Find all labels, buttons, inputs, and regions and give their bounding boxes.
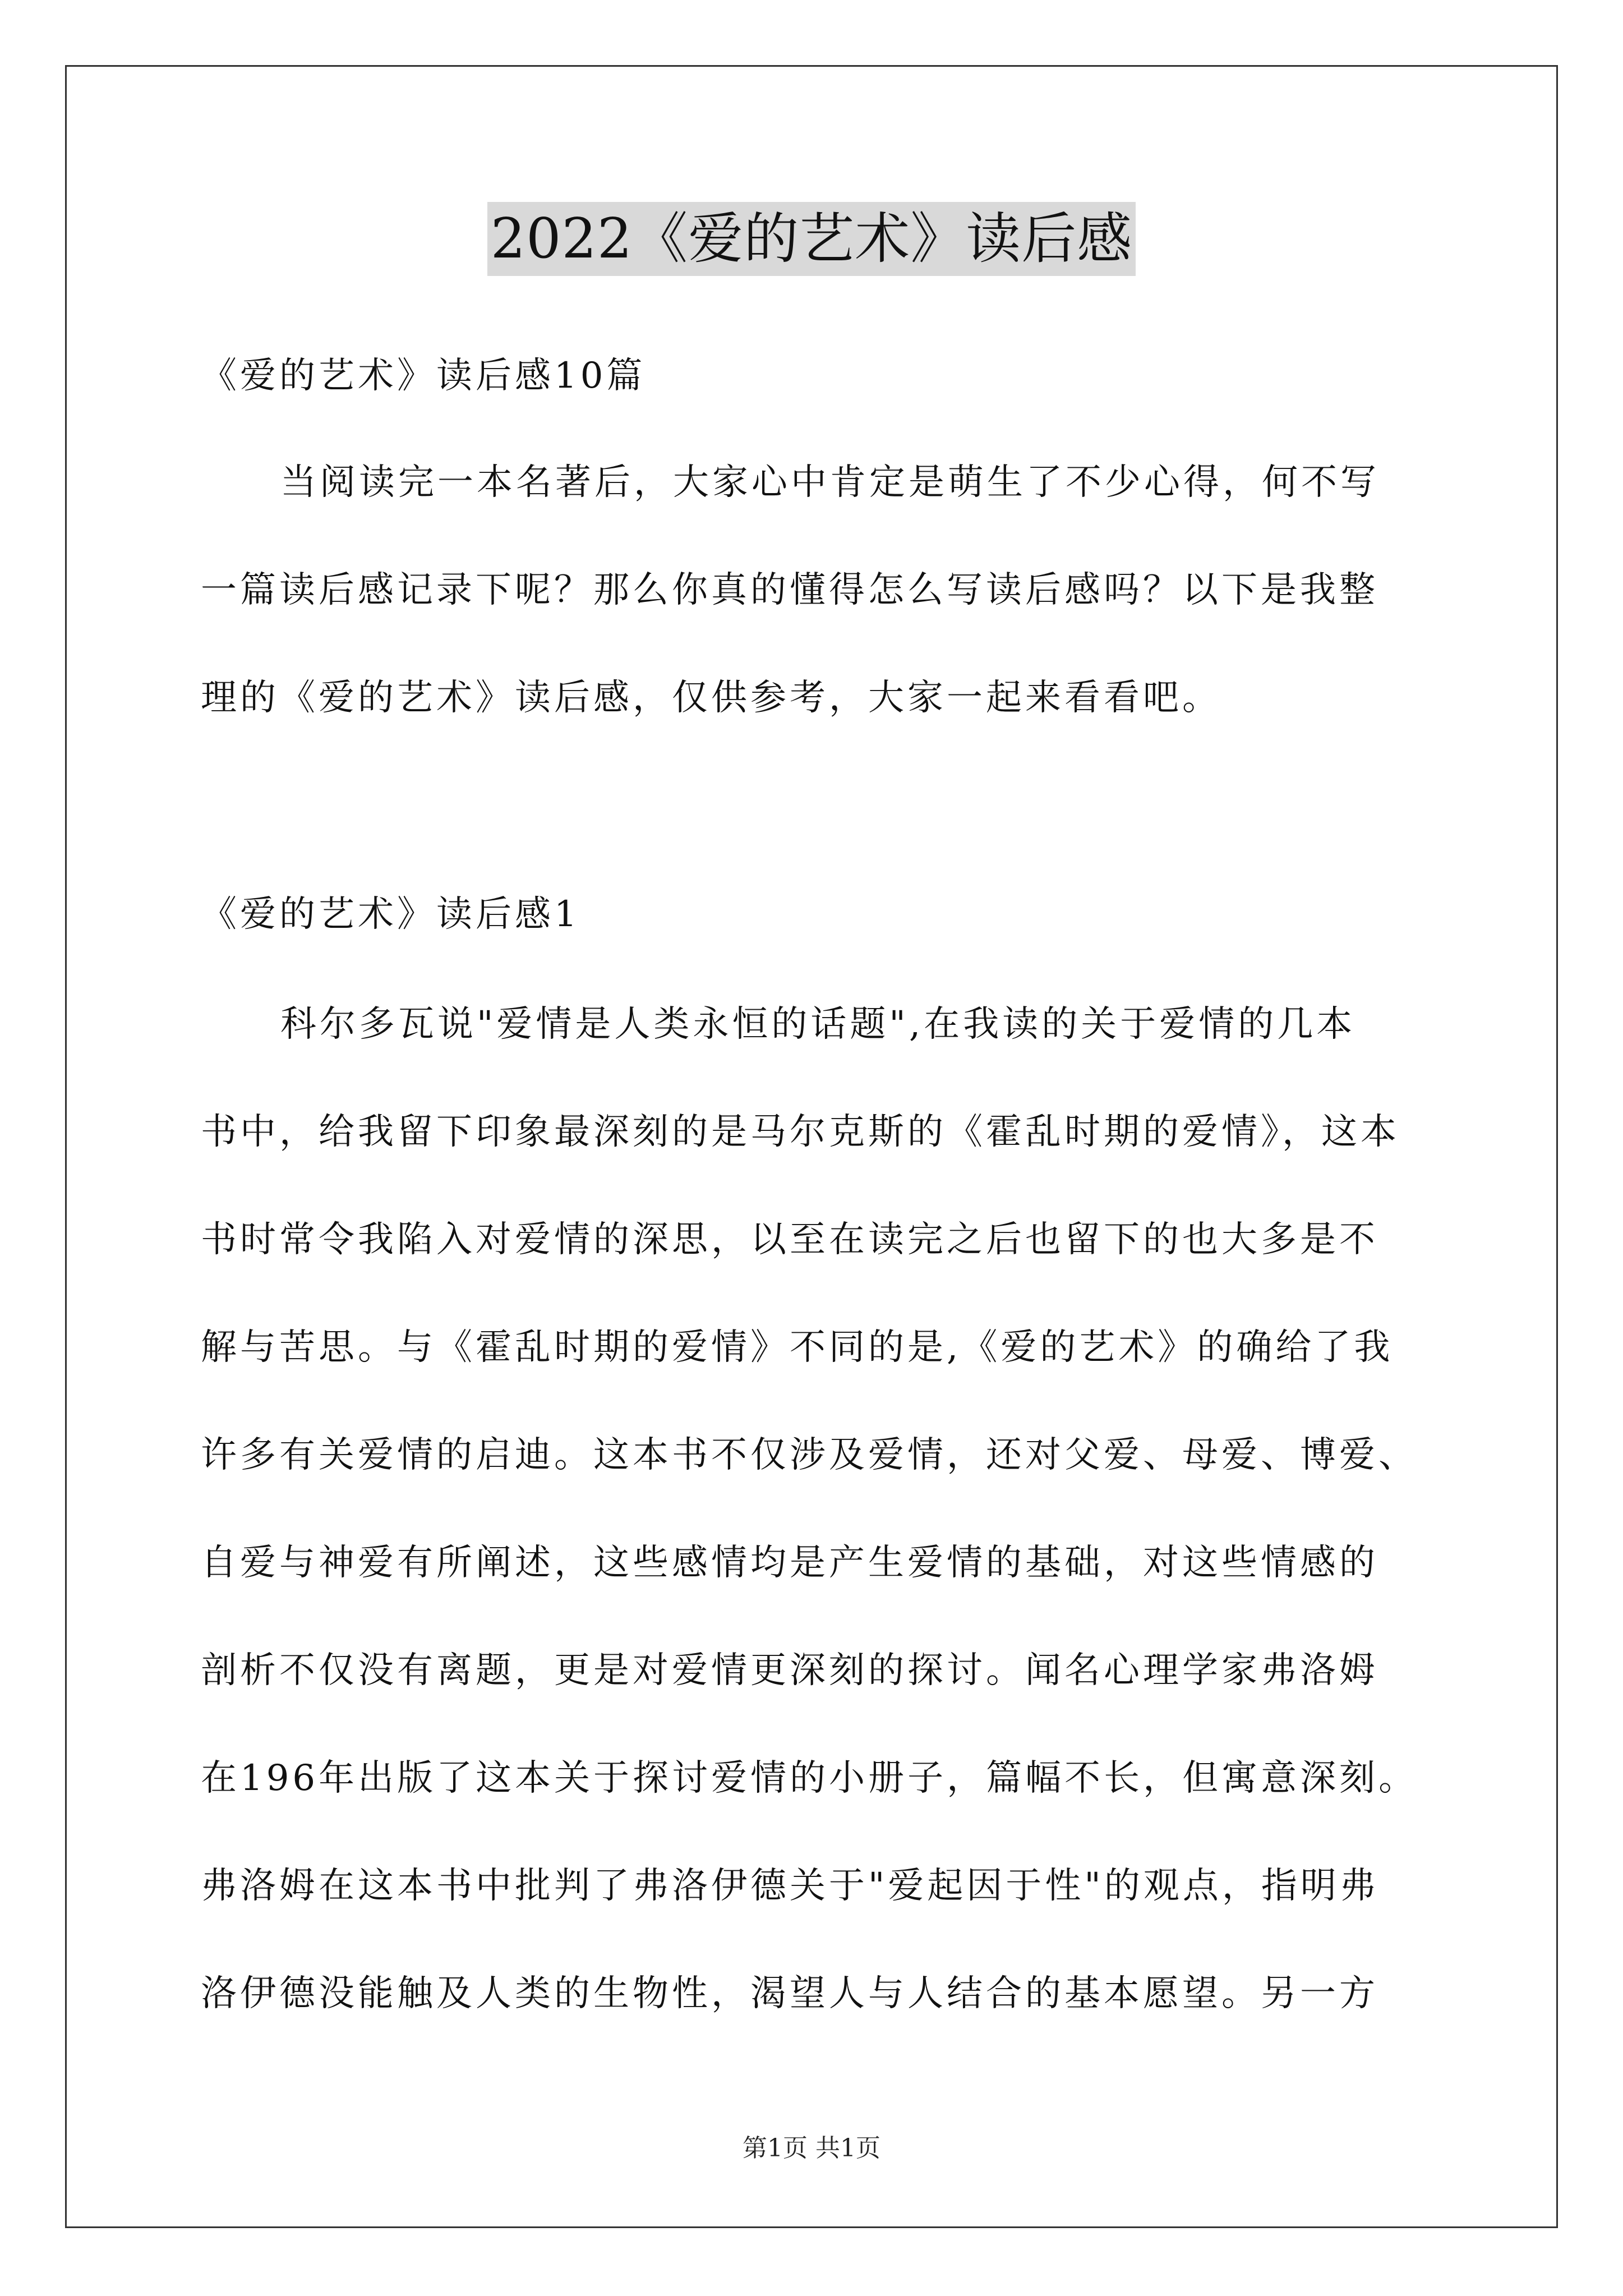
section-line-2: 书中，给我留下印象最深刻的是马尔克斯的《霍乱时期的爱情》，这本 [201,1111,1400,1153]
section-line-9: 弗洛姆在这本书中批判了弗洛伊德关于"爱起因于性"的观点，指明弗 [201,1865,1379,1907]
section-line-4: 解与苦思。与《霍乱时期的爱情》不同的是,《爱的艺术》的确给了我 [201,1327,1394,1368]
document-title: 2022《爱的艺术》读后感 [487,202,1136,276]
section-line-8: 在196年出版了这本关于探讨爱情的小册子，篇幅不长，但寓意深刻。 [201,1757,1418,1799]
document-subtitle: 《爱的艺术》读后感10篇 [201,355,646,397]
section-line-3: 书时常令我陷入对爱情的深思，以至在读完之后也留下的也大多是不 [201,1219,1378,1260]
intro-line-3: 理的《爱的艺术》读后感，仅供参考，大家一起来看看吧。 [201,677,1221,719]
section-line-6: 自爱与神爱有所阐述，这些感情均是产生爱情的基础，对这些情感的 [201,1542,1378,1584]
section-heading: 《爱的艺术》读后感1 [201,894,580,935]
intro-line-1: 当阅读完一本名著后，大家心中肯定是萌生了不少心得，何不写 [280,462,1380,503]
page-footer: 第1页 共1页 [743,2134,880,2162]
section-line-10: 洛伊德没能触及人类的生物性，渴望人与人结合的基本愿望。另一方 [201,1973,1378,2014]
section-line-7: 剖析不仅没有离题，更是对爱情更深刻的探讨。闻名心理学家弗洛姆 [201,1650,1378,1691]
intro-line-2: 一篇读后感记录下呢？那么你真的懂得怎么写读后感吗？以下是我整 [201,569,1378,611]
section-line-1: 科尔多瓦说"爱情是人类永恒的话题",在我读的关于爱情的几本 [280,1004,1356,1045]
title-container [0,202,1623,276]
section-line-5: 许多有关爱情的启迪。这本书不仅涉及爱情，还对父爱、母爱、博爱、 [201,1434,1418,1476]
